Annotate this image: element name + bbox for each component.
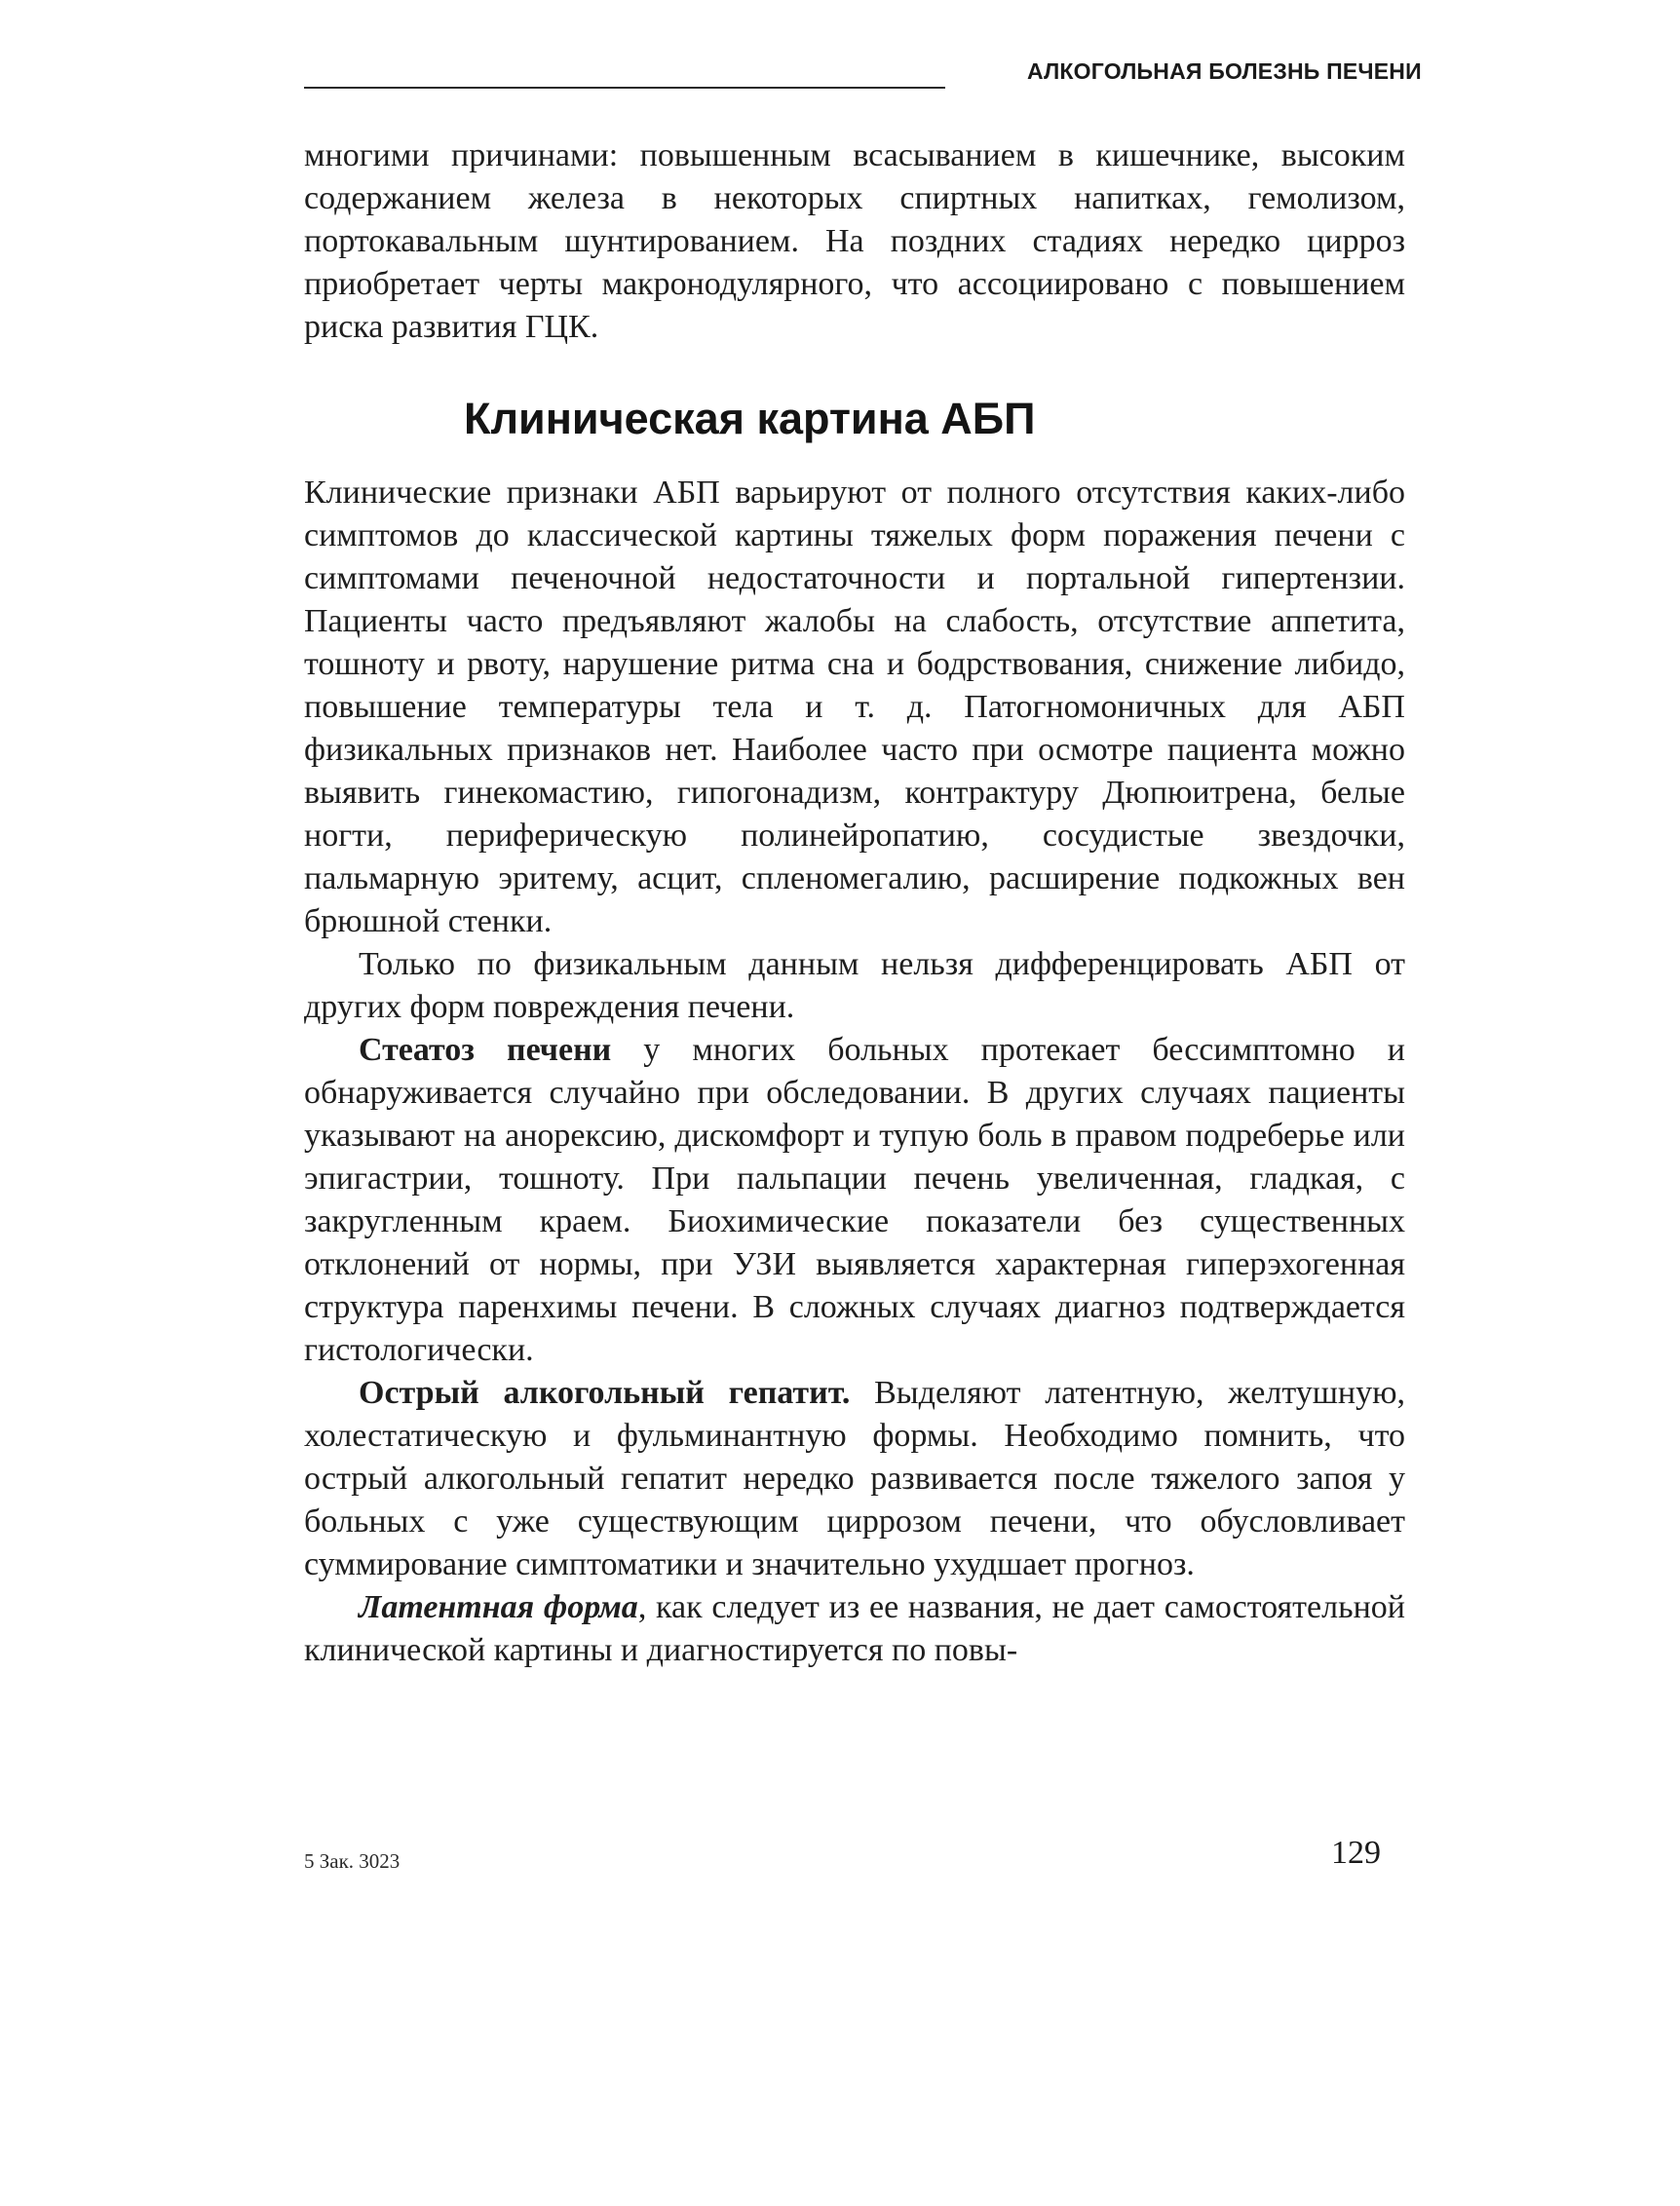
paragraph-clinical-signs: Клинические признаки АБП варьируют от полного отсутствия каких-либо симптомов до классической картины тяжелых форм поражения печени с симптомами печеночной недостаточности и портальной гипертензии. Пациенты часто предъявляют жалобы на слабость, отсутствие аппетита, тошноту и рвоту, нарушение ритма сна и бодрствования, снижение либидо, повышение температуры тела и т. д. Патогномоничных для АБП физикальных признаков нет. Наиболее часто при осмотре пациента можно выявить гинекомастию, гипогонадизм, контрактуру Дюпюитрена, белые ногти, периферическую полинейропатию, сосудистые звездочки, пальмарную эритему, асцит, спленомегалию, расширение подкожных вен брюшной стенки. [304, 475, 1405, 939]
paragraph-lead: Латентная форма [359, 1589, 638, 1625]
printer-signature: 5 Зак. 3023 [304, 1849, 401, 1873]
paragraph-body: Выделяют латентную, желтушную, холестатическую и фульминантную формы. Необходимо помнить, что острый алкогольный гепатит нередко развивается после тяжелого запоя у больных с уже существующим циррозом печени, что обусловливает суммирование симптоматики и значительно ухудшает прогноз. [304, 1375, 1406, 1582]
paragraph-latent-form [304, 1586, 1405, 1672]
section-title: Клиническая картина АБП [464, 394, 1036, 443]
paragraph-lead: Острый алкогольный гепатит. [359, 1375, 851, 1411]
intro-text [304, 134, 1405, 349]
header-rule [304, 87, 945, 89]
section-body [304, 472, 1405, 1672]
paragraph-body: , как следует из ее названия, не дает самостоятельной клинической картины и диагностируется по повы- [304, 1589, 1405, 1668]
paragraph-lead: Стеатоз печени [359, 1032, 612, 1068]
intro-paragraph: многими причинами: повышенным всасыванием в кишечнике, высоким содержанием железа в некоторых спиртных напитках, гемолизом, портокавальным шунтированием. На поздних стадиях нередко цирроз приобретает черты макронодулярного, что ассоциировано с повышением риска развития ГЦК. [304, 137, 1405, 345]
paragraph-differentiation: Только по физикальным данным нельзя дифференцировать АБП от других форм повреждения печени. [304, 946, 1405, 1025]
paragraph-steatosis [304, 1029, 1405, 1372]
paragraph-body: у многих больных протекает бессимптомно и обнаруживается случайно при обследовании. В других случаях пациенты указывают на анорексию, дискомфорт и тупую боль в правом подреберье или эпигастрии, тошноту. При пальпации печень увеличенная, гладкая, с закругленным краем. Биохимические показатели без существенных отклонений от нормы, при УЗИ выявляется характерная гиперэхогенная структура паренхимы печени. В сложных случаях диагноз подтверждается гистологически. [304, 1032, 1406, 1368]
paragraph-acute-hepatitis [304, 1372, 1405, 1586]
page-number: 129 [1331, 1835, 1381, 1871]
running-head: АЛКОГОЛЬНАЯ БОЛЕЗНЬ ПЕЧЕНИ [1027, 58, 1422, 84]
